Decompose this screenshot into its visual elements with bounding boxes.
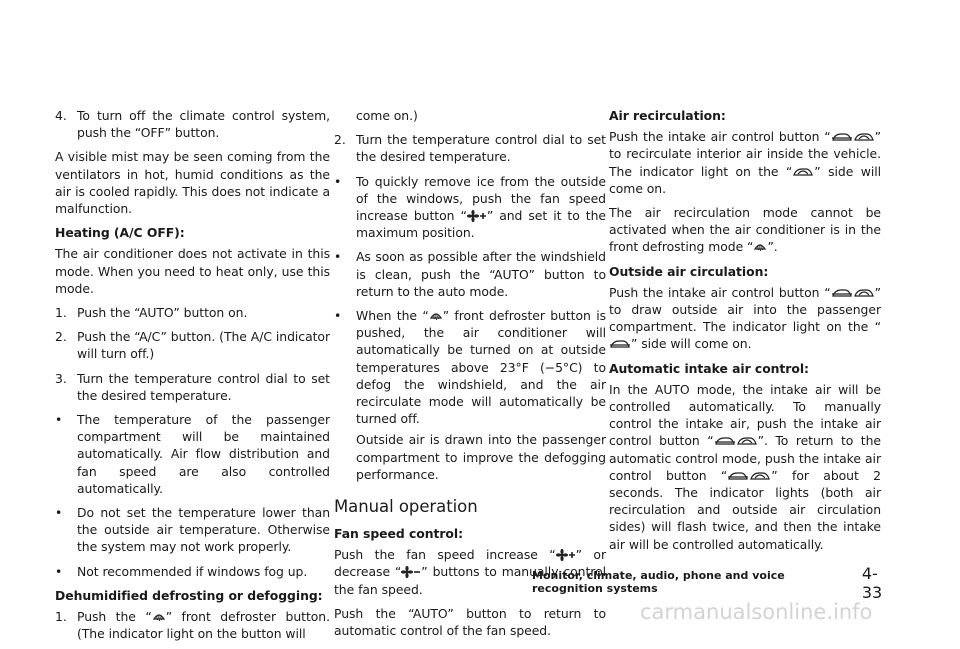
dehum-step-1: 1. Push the “ ” front defroster button. (The indicator light on the button will bbox=[55, 609, 330, 642]
heading-outside-air: Outside air circulation: bbox=[609, 263, 769, 279]
outside-air-icon bbox=[727, 469, 749, 483]
front-defroster-icon bbox=[429, 309, 443, 323]
column-1 bbox=[55, 107, 330, 649]
outside-air-icon bbox=[714, 434, 736, 448]
heating-bullet-3: • Not recommended if windows fog up. bbox=[55, 563, 308, 579]
dehum-bullet-2: • As soon as possible after the windshield is clean, push the “AUTO” button to return to the auto mode. bbox=[334, 249, 606, 299]
dehum-bullet-3-continued: Outside air is drawn into the passenger compartment to improve the defogging performance. bbox=[356, 432, 606, 482]
dehum-step-2: 2. Turn the temperature control dial to set the desired temperature. bbox=[334, 132, 606, 165]
auto-return-paragraph: Push the “AUTO” button to return to automatic control of the fan speed. bbox=[334, 605, 606, 639]
recirculation-icon bbox=[736, 434, 758, 448]
recirculation-icon bbox=[853, 286, 875, 300]
heading-automatic-intake: Automatic intake air control: bbox=[609, 360, 809, 376]
fan-increase-icon bbox=[556, 548, 576, 562]
front-defroster-icon bbox=[152, 610, 166, 624]
heading-heating: Heating (A/C OFF): bbox=[55, 225, 185, 241]
footer-section-title: Monitor, climate, audio, phone and voice recognition systems bbox=[532, 569, 785, 595]
heating-step-3: 3. Turn the temperature control dial to set the desired temperature. bbox=[55, 370, 330, 403]
page-footer bbox=[532, 564, 892, 602]
recirculation-icon bbox=[792, 165, 814, 179]
outside-air-icon bbox=[609, 337, 631, 351]
outside-air-icon bbox=[831, 286, 853, 300]
heating-step-2: 2. Push the “A/C” button. (The A/C indicator will turn off.) bbox=[55, 329, 330, 362]
heading-fan-speed: Fan speed control: bbox=[334, 526, 463, 542]
heating-step-1: 1. Push the “AUTO” button on. bbox=[55, 305, 248, 321]
column-3 bbox=[609, 107, 881, 560]
watermark: carmanualsonline.info bbox=[640, 600, 873, 624]
outside-air-icon bbox=[831, 130, 853, 144]
dehum-bullet-1: • To quickly remove ice from the outside of the windows, push the fan speed increase button “ ” and set it to the maximum position. bbox=[334, 173, 606, 241]
automatic-intake-paragraph: In the AUTO mode, the intake air will be controlled automatically. To manually control the intake air, push the intake air control button “ ”. To return to the automatic control mode, push the intake air control button “ ” for about 2 seconds. The indicator lights (both air recirculation and outside air circulation sides) will flash twice, and then the intake air will be controlled automatically. bbox=[609, 381, 881, 552]
page-number: 4-33 bbox=[861, 564, 883, 602]
fan-speed-paragraph: Push the fan speed increase “ ” or decrease “ ” buttons to manually control the fan speed. bbox=[334, 547, 606, 597]
section-manual-operation: Manual operation bbox=[334, 497, 478, 517]
outside-air-paragraph: Push the intake air control button “ ” to draw outside air into the passenger compartment. The indicator light on the “ ” side will come on. bbox=[609, 284, 881, 352]
recirculation-paragraph: Push the intake air control button “ ” to recirculate interior air inside the vehicle. The indicator light on the “ ” side will come on. bbox=[609, 129, 881, 196]
dehum-bullet-3: • When the “ ” front defroster button is pushed, the air conditioner will automatically be turned on at outside temperatures above 23°F (−5°C) to defog the windshield, and the air recirculate mode will automatically be turned off. bbox=[334, 308, 606, 427]
step-4: 4. To turn off the climate control system, push the “OFF” button. bbox=[55, 108, 330, 141]
heading-dehumidified: Dehumidified defrosting or defogging: bbox=[55, 587, 323, 603]
heating-bullet-2: • Do not set the temperature lower than the outside air temperature. Otherwise the system may not work properly. bbox=[55, 505, 330, 555]
fan-decrease-icon bbox=[401, 565, 421, 579]
recirculation-icon bbox=[749, 469, 771, 483]
front-defroster-icon bbox=[753, 240, 767, 254]
dehum-step-1-continued: come on.) bbox=[356, 108, 418, 123]
recirculation-note: The air recirculation mode cannot be activated when the air conditioner is in the front defrosting mode “ ”. bbox=[609, 205, 881, 255]
heading-air-recirculation: Air recirculation: bbox=[609, 108, 726, 123]
mist-paragraph: A visible mist may be seen coming from the ventilators in hot, humid conditions as the air is cooled rapidly. This does not indicate a malfunction. bbox=[55, 149, 330, 217]
recirculation-icon bbox=[853, 130, 875, 144]
heating-bullet-1: • The temperature of the passenger compartment will be maintained automatically. Air flow distribution and fan speed are also controlled automatically. bbox=[55, 412, 330, 496]
fan-increase-icon bbox=[467, 209, 487, 223]
heating-paragraph: The air conditioner does not activate in this mode. When you need to heat only, use this mode. bbox=[55, 246, 330, 296]
